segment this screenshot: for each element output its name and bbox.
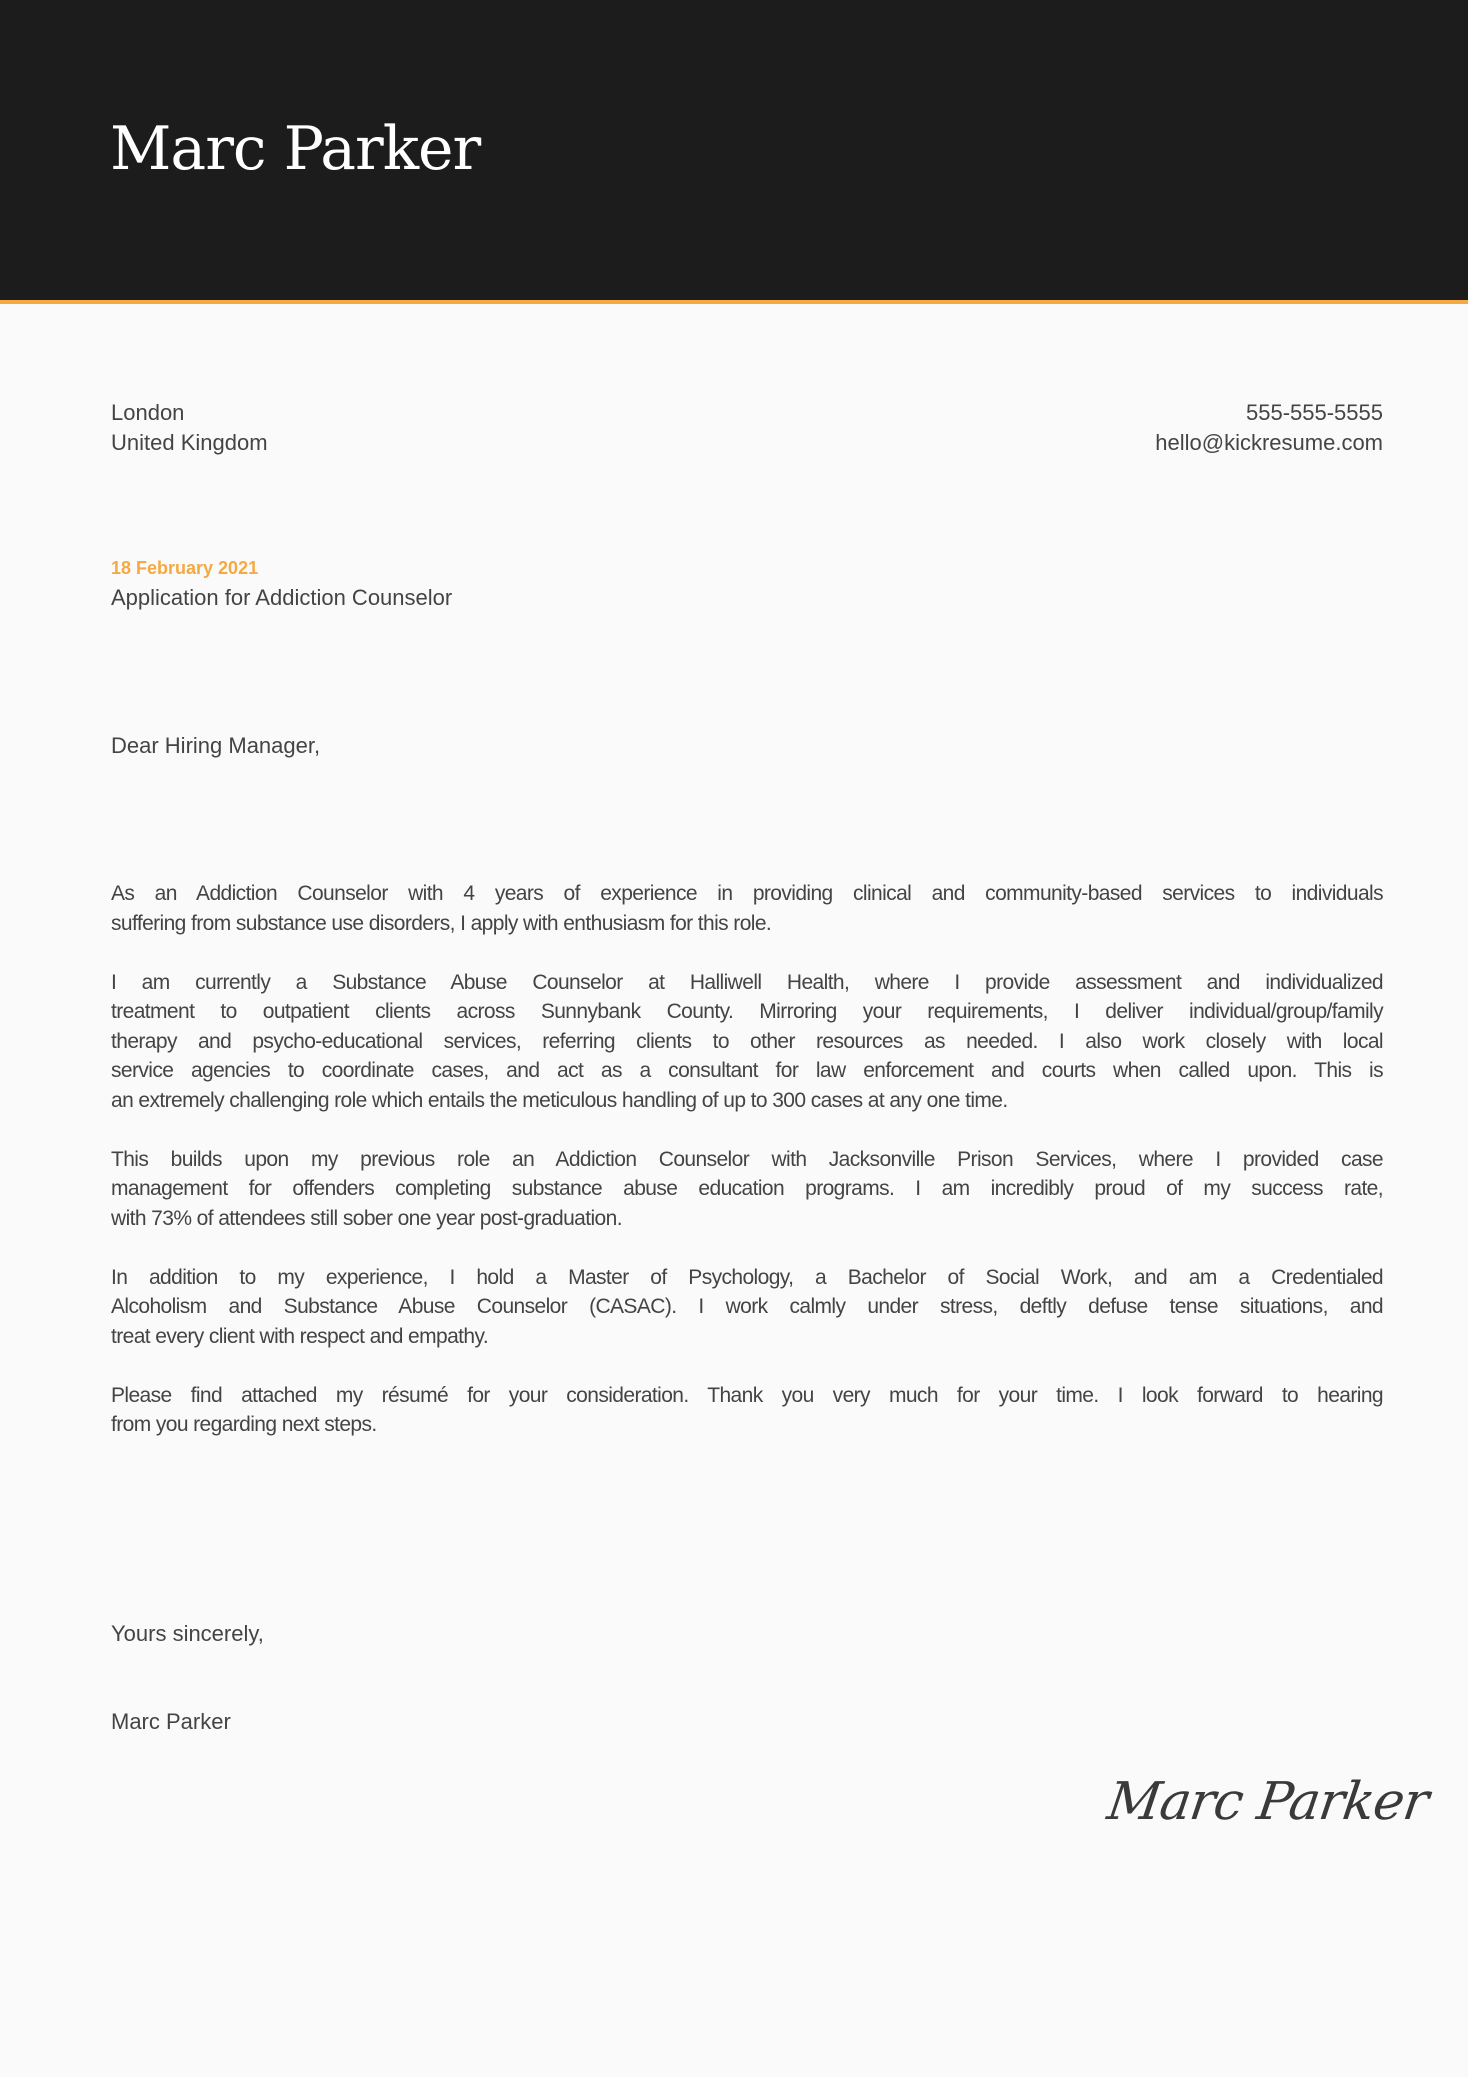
contact-email: hello@kickresume.com [1155,430,1383,455]
paragraph-line: therapy and psycho-educational services, referring clients to other resources as needed. I also work closely with local [111,1029,1383,1053]
address-country: United Kingdom [111,430,268,455]
paragraph-line: suffering from substance use disorders, I apply with enthusiasm for this role. [111,911,772,935]
paragraph [111,1145,1383,1234]
paragraph-line: treat every client with respect and empathy. [111,1324,489,1348]
address-block [111,398,268,458]
salutation: Dear Hiring Manager, [111,733,321,758]
letter-subject: Application for Addiction Counselor [111,585,453,610]
paragraph-line: As an Addiction Counselor with 4 years of experience in providing clinical and community-based services to individuals [111,882,1383,905]
paragraph-line: treatment to outpatient clients across Sunnybank County. Mirroring your requirements, I deliver individual/group/family [111,1000,1383,1023]
paragraph-line: an extremely challenging role which entails the meticulous handling of up to 300 cases at any one time. [111,1088,1008,1112]
paragraph-line: service agencies to coordinate cases, and act as a consultant for law enforcement and courts when called upon. This is [111,1059,1383,1082]
paragraph-line: Please find attached my résumé for your consideration. Thank you very much for your time. I look forward to hearing [111,1383,1383,1407]
paragraph-line: This builds upon my previous role an Addiction Counselor with Jacksonville Prison Services, where I provided case [111,1147,1383,1171]
signature: Marc Parker [1103,1772,1432,1832]
paragraph [111,879,1383,938]
paragraph [111,1381,1383,1440]
paragraph-line: with 73% of attendees still sober one year post-graduation. [111,1206,622,1230]
signed-name: Marc Parker [111,1709,231,1734]
closing: Yours sincerely, [111,1621,264,1646]
letter-body [111,879,1383,1469]
paragraph-line: management for offenders completing substance abuse education programs. I am incredibly proud of my success rate, [111,1177,1383,1200]
paragraph-line: In addition to my experience, I hold a Master of Psychology, a Bachelor of Social Work, and am a Credentialed [111,1265,1383,1289]
contact-block [1155,398,1383,458]
contact-phone: 555-555-5555 [1245,400,1383,425]
header-name: Marc Parker [110,114,481,184]
paragraph-line: I am currently a Substance Abuse Counselor at Halliwell Health, where I provide assessment and individualized [111,970,1383,994]
paragraph [111,1263,1383,1352]
paragraph [111,968,1383,1116]
paragraph-line: Alcoholism and Substance Abuse Counselor (CASAC). I work calmly under stress, deftly defuse tense situations, and [111,1295,1383,1318]
letter-header [0,0,1468,304]
address-city: London [111,400,185,425]
letter-date: 18 February 2021 [111,558,259,578]
paragraph-line: from you regarding next steps. [111,1413,377,1436]
